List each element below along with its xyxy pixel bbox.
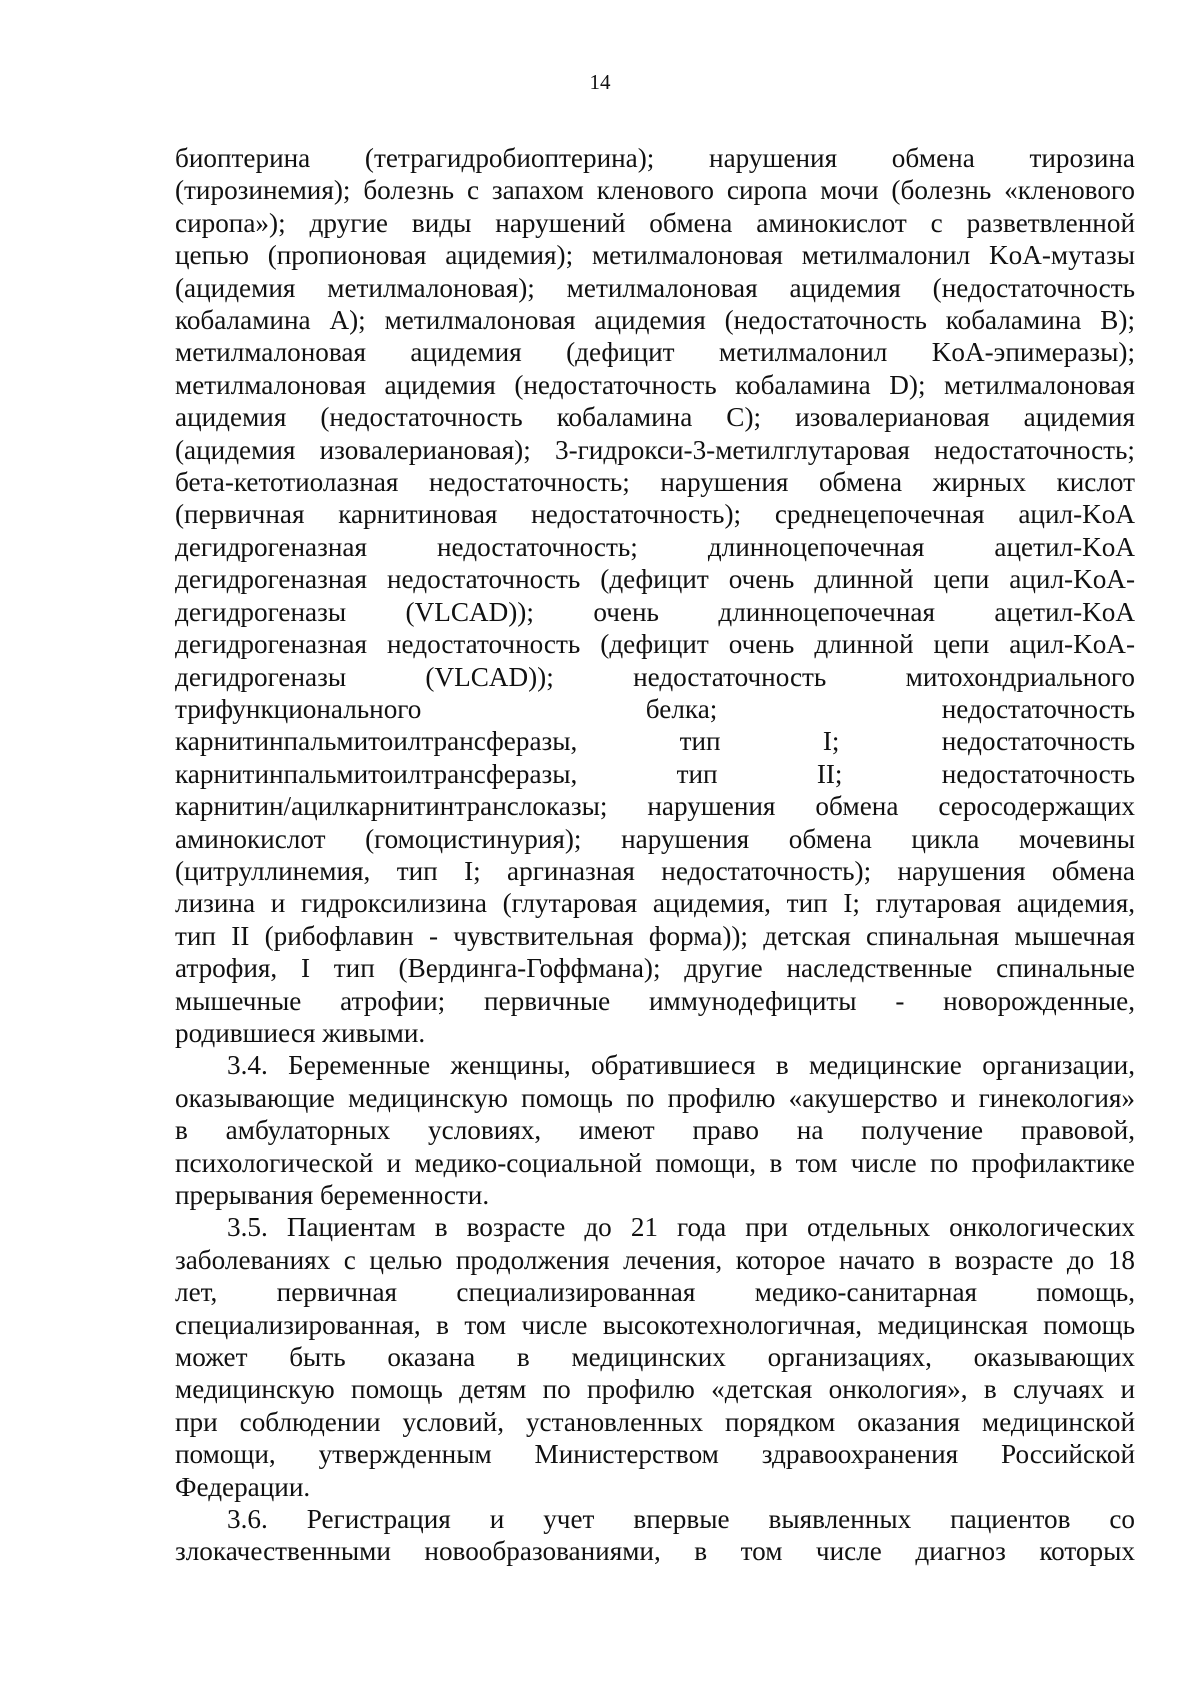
text-line: помощи, утвержденным Министерством здравоохранения Российской bbox=[175, 1439, 1135, 1470]
text-line: при соблюдении условий, установленных порядком оказания медицинской bbox=[175, 1406, 1135, 1437]
text-line: может быть оказана в медицинских организациях, оказывающих bbox=[175, 1342, 1135, 1373]
text-line: сиропа»); другие виды нарушений обмена аминокислот с разветвленной bbox=[175, 207, 1135, 238]
text-line: аминокислот (гомоцистинурия); нарушения обмена цикла мочевины bbox=[175, 823, 1135, 854]
text-line: злокачественными новообразованиями, в том числе диагноз которых bbox=[175, 1536, 1135, 1567]
text-line: (первичная карнитиновая недостаточность); среднецепочечная ацил-KoA bbox=[175, 499, 1135, 530]
text-line: лизина и гидроксилизина (глутаровая ацидемия, тип I; глутаровая ацидемия, bbox=[175, 888, 1135, 919]
text-line: кобаламина A); метилмалоновая ацидемия (недостаточность кобаламина B); bbox=[175, 305, 1135, 336]
text-line: цепью (пропионовая ацидемия); метилмалоновая метилмалонил KoA-мутазы bbox=[175, 240, 1135, 271]
text-line: Федерации. bbox=[175, 1471, 311, 1502]
text-line: мышечные атрофии; первичные иммунодефициты - новорожденные, bbox=[175, 985, 1135, 1016]
text-line: 3.6. Регистрация и учет впервые выявленных пациентов со bbox=[227, 1504, 1135, 1535]
text-line: (тирозинемия); болезнь с запахом кленового сиропа мочи (болезнь «кленового bbox=[175, 175, 1135, 206]
page-number: 14 bbox=[589, 70, 611, 94]
text-line: 3.5. Пациентам в возрасте до 21 года при отдельных онкологических bbox=[227, 1212, 1135, 1243]
text-line: лет, первичная специализированная медико-санитарная помощь, bbox=[175, 1277, 1135, 1308]
text-line: ацидемия (недостаточность кобаламина C); изовалериановая ацидемия bbox=[175, 402, 1135, 433]
text-line: карнитин/ацилкарнитинтранслоказы; нарушения обмена серосодержащих bbox=[175, 791, 1135, 822]
document-body bbox=[175, 142, 1135, 1568]
text-line: (ацидемия изовалериановая); 3-гидрокси-3-метилглутаровая недостаточность; bbox=[175, 434, 1135, 465]
text-line: дегидрогеназная недостаточность (дефицит очень длинной цепи ацил-KoA- bbox=[175, 629, 1135, 660]
text-line: атрофия, I тип (Вердинга-Гоффмана); другие наследственные спинальные bbox=[175, 953, 1135, 984]
text-line: дегидрогеназная недостаточность (дефицит очень длинной цепи ацил-KoA- bbox=[175, 564, 1135, 595]
text-line: заболеваниях с целью продолжения лечения, которое начато в возрасте до 18 bbox=[175, 1244, 1135, 1275]
text-line: дегидрогеназы (VLCAD)); очень длинноцепочечная ацетил-KoA bbox=[175, 596, 1135, 627]
text-line: медицинскую помощь детям по профилю «детская онкология», в случаях и bbox=[175, 1374, 1135, 1405]
text-line: в амбулаторных условиях, имеют право на получение правовой, bbox=[175, 1115, 1135, 1146]
text-line: психологической и медико-социальной помощи, в том числе по профилактике bbox=[175, 1147, 1135, 1178]
text-line: трифункционального белка; недостаточность bbox=[175, 693, 1135, 724]
text-line: тип II (рибофлавин - чувствительная форма)); детская спинальная мышечная bbox=[175, 920, 1135, 951]
text-line: специализированная, в том числе высокотехнологичная, медицинская помощь bbox=[175, 1309, 1135, 1340]
text-line: (ацидемия метилмалоновая); метилмалоновая ацидемия (недостаточность bbox=[175, 272, 1135, 303]
text-line: карнитинпальмитоилтрансферазы, тип II; недостаточность bbox=[175, 758, 1135, 789]
text-line: карнитинпальмитоилтрансферазы, тип I; недостаточность bbox=[175, 726, 1135, 757]
text-line: родившиеся живыми. bbox=[175, 1017, 426, 1048]
text-line: метилмалоновая ацидемия (дефицит метилмалонил KoA-эпимеразы); bbox=[175, 337, 1135, 368]
text-line: бета-кетотиолазная недостаточность; нарушения обмена жирных кислот bbox=[175, 467, 1135, 498]
text-line: метилмалоновая ацидемия (недостаточность кобаламина D); метилмалоновая bbox=[175, 369, 1135, 400]
text-line: биоптерина (тетрагидробиоптерина); нарушения обмена тирозина bbox=[175, 143, 1135, 173]
text-line: (цитруллинемия, тип I; аргиназная недостаточность); нарушения обмена bbox=[175, 855, 1135, 886]
text-line: 3.4. Беременные женщины, обратившиеся в медицинские организации, bbox=[227, 1050, 1135, 1081]
text-line: дегидрогеназная недостаточность; длинноцепочечная ацетил-KoA bbox=[175, 531, 1135, 562]
text-line: дегидрогеназы (VLCAD)); недостаточность митохондриального bbox=[175, 661, 1135, 692]
text-line: оказывающие медицинскую помощь по профилю «акушерство и гинекология» bbox=[175, 1082, 1135, 1113]
text-line: прерывания беременности. bbox=[175, 1180, 490, 1210]
